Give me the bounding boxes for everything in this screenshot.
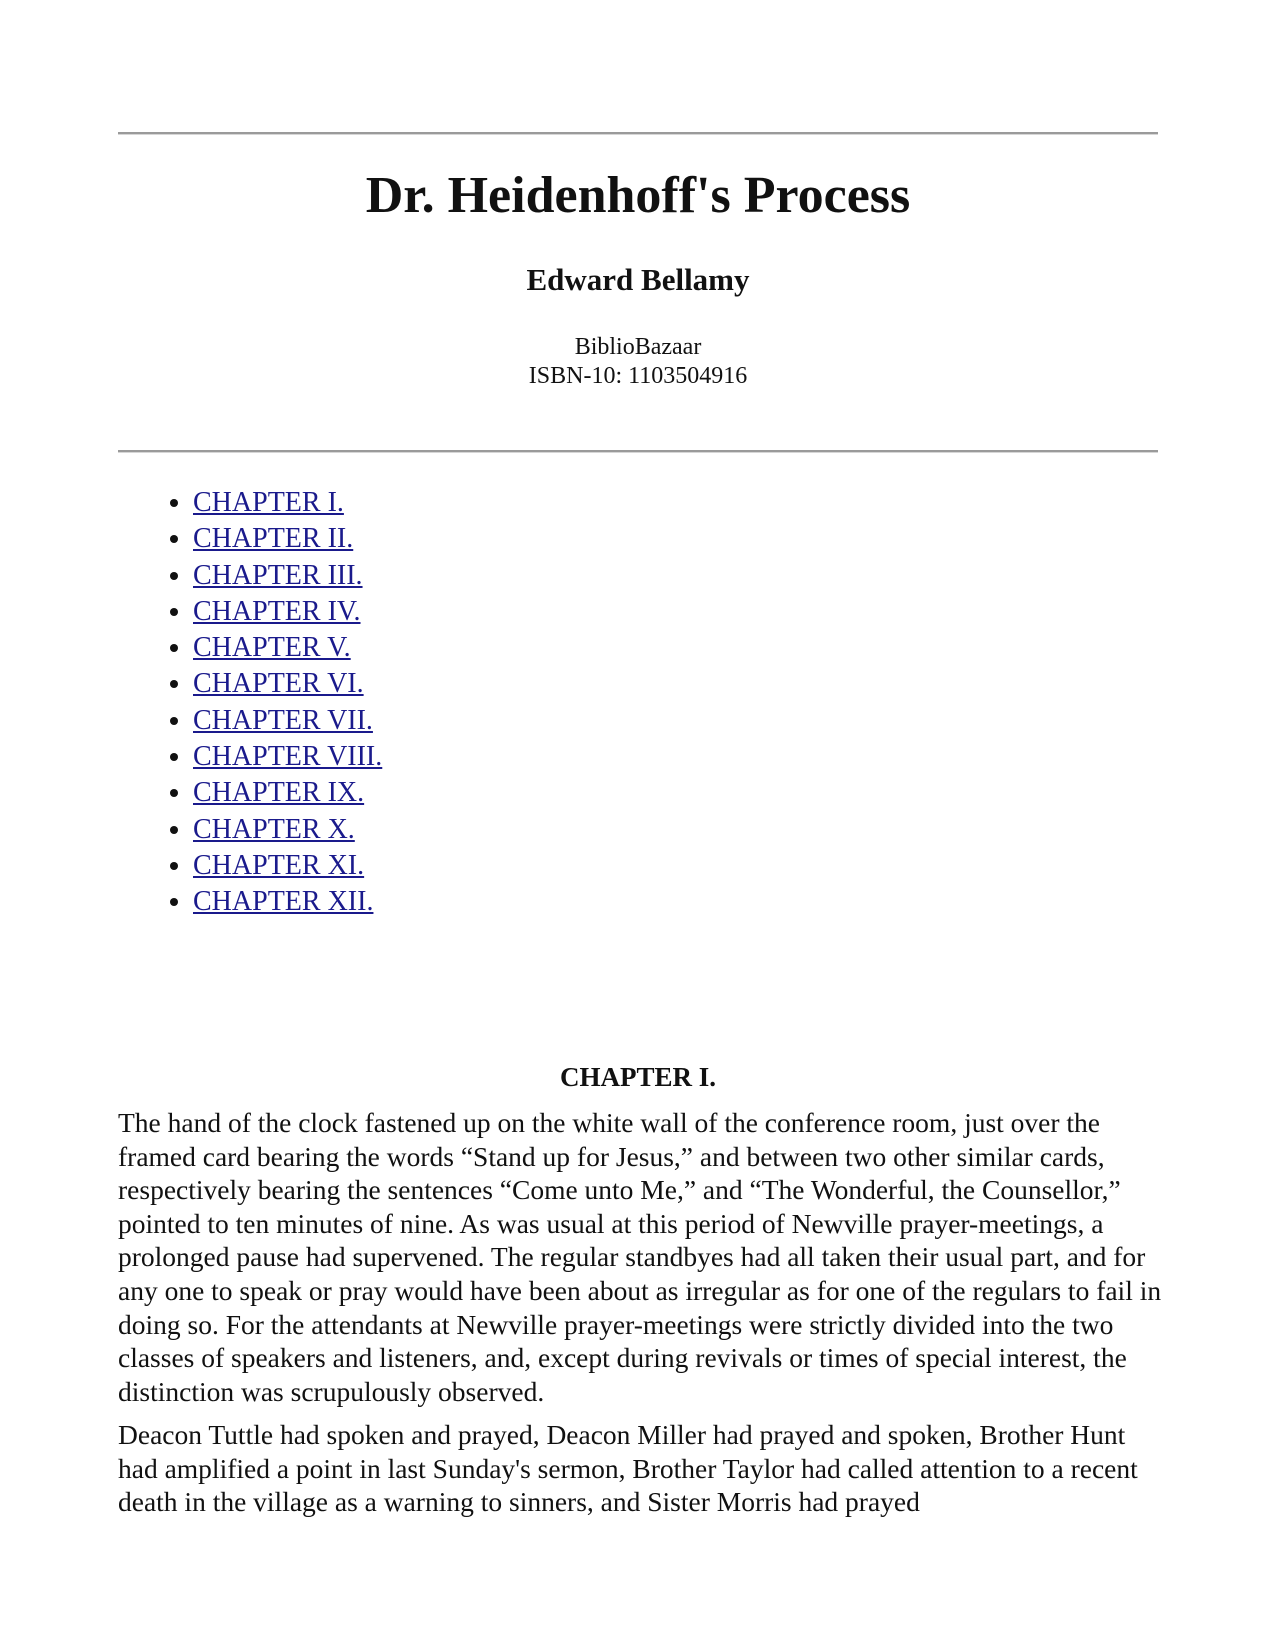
toc-link-chapter-7[interactable]: CHAPTER VII. <box>193 704 373 736</box>
body-paragraph: Deacon Tuttle had spoken and prayed, Deacon Miller had prayed and spoken, Brother Hunt had amplified a point in last Sunday's sermon, Brother Taylor had called attention to a recent death in the village as a warning to sinners, and Sister Morris had prayed <box>118 1419 1138 1518</box>
top-horizontal-rule <box>118 132 1158 135</box>
book-title: Dr. Heidenhoff's Process <box>365 167 911 224</box>
toc-item <box>193 521 382 557</box>
isbn-number: ISBN-10: 1103504916 <box>528 363 748 389</box>
toc-item <box>193 884 382 920</box>
toc-item <box>193 558 382 594</box>
toc-link-chapter-4[interactable]: CHAPTER IV. <box>193 595 361 627</box>
toc-item <box>193 594 382 630</box>
toc-link-chapter-9[interactable]: CHAPTER IX. <box>193 777 365 809</box>
toc-item <box>193 739 382 775</box>
publisher-name: BiblioBazaar <box>574 334 702 360</box>
toc-link-chapter-2[interactable]: CHAPTER II. <box>193 523 354 555</box>
middle-horizontal-rule <box>118 450 1158 453</box>
toc-item <box>193 703 382 739</box>
chapter-heading: CHAPTER I. <box>559 1062 716 1092</box>
toc-link-chapter-10[interactable]: CHAPTER X. <box>193 813 355 845</box>
toc-item <box>193 848 382 884</box>
toc-link-chapter-1[interactable]: CHAPTER I. <box>193 487 344 518</box>
toc-item <box>193 775 382 811</box>
toc-link-chapter-8[interactable]: CHAPTER VIII. <box>193 741 383 773</box>
toc-item <box>193 485 382 521</box>
table-of-contents <box>118 485 382 921</box>
toc-item <box>193 666 382 702</box>
body-paragraph: The hand of the clock fastened up on the white wall of the conference room, just over the framed card bearing the words “Stand up for Jesus,” and between two other similar cards, respectively bearing the sentences “Come unto Me,” and “The Wonderful, the Counsellor,” pointed to ten minutes of nine. As was usual at this period of Newville prayer-meetings, a prolonged pause had supervened. The regular standbyes had all taken their usual part, and for any one to speak or pray would have been about as irregular as for one of the regulars to fail in doing so. For the attendants at Newville prayer-meetings were strictly divided into the two classes of speakers and listeners, and, except during revivals or times of special interest, the distinction was scrupulously observed. <box>118 1107 1162 1407</box>
toc-link-chapter-11[interactable]: CHAPTER XI. <box>193 849 365 881</box>
toc-link-chapter-6[interactable]: CHAPTER VI. <box>193 668 364 700</box>
toc-link-chapter-5[interactable]: CHAPTER V. <box>193 632 351 664</box>
toc-item <box>193 630 382 666</box>
book-author: Edward Bellamy <box>526 262 750 297</box>
toc-link-chapter-12[interactable]: CHAPTER XII. <box>193 886 374 918</box>
toc-link-chapter-3[interactable]: CHAPTER III. <box>193 559 363 591</box>
toc-item <box>193 812 382 848</box>
